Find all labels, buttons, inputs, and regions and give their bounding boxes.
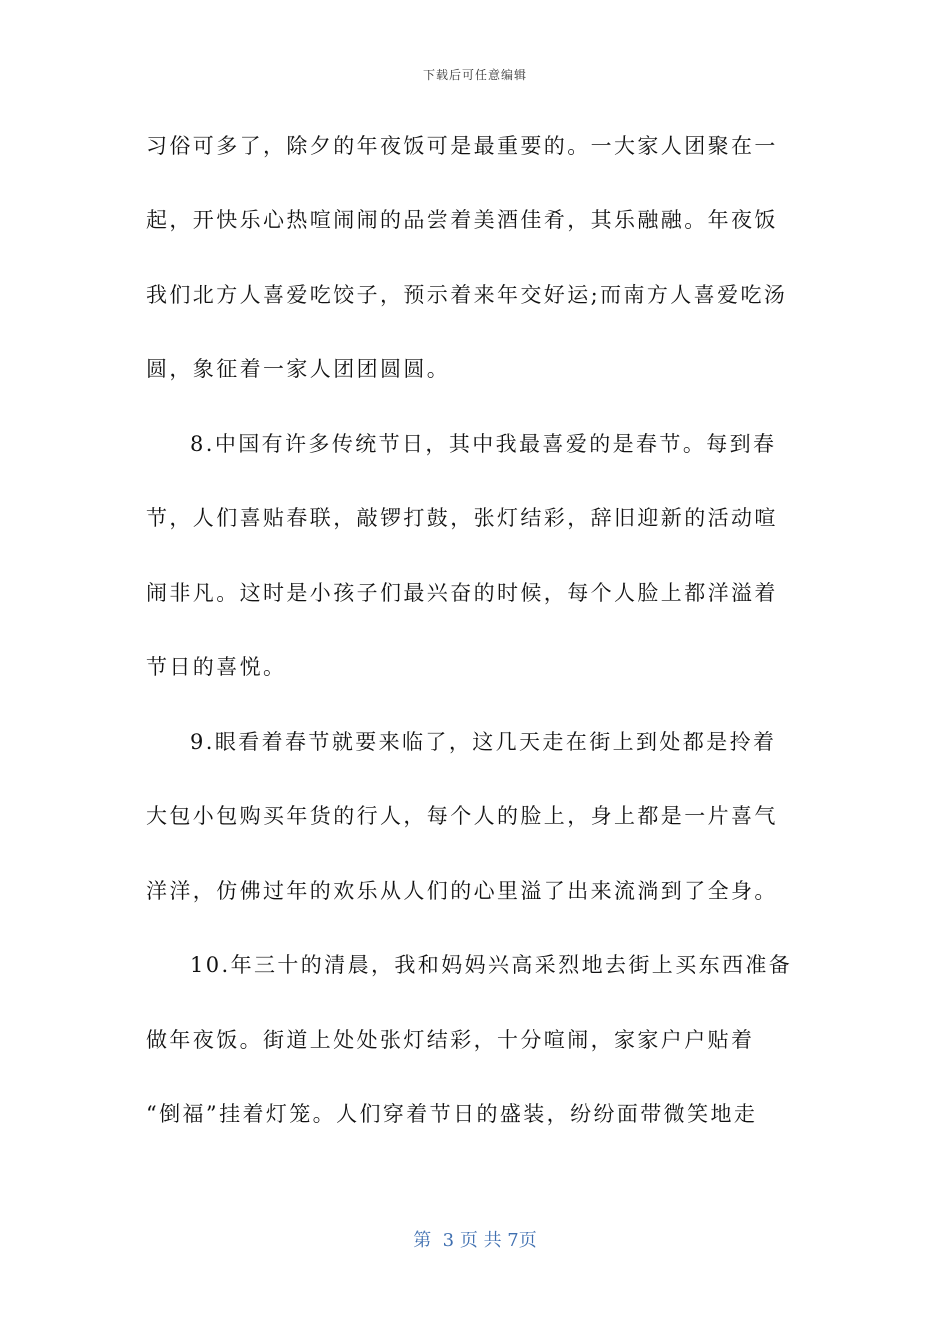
paragraph-line: 洋洋，仿佛过年的欢乐从人们的心里溢了出来流淌到了全身。 [146,879,778,903]
paragraph-line: 9.眼看着春节就要来临了，这几天走在街上到处都是拎着 [190,730,777,754]
page-header: 下载后可任意编辑 [422,68,527,82]
paragraph-line: 我们北方人喜爱吃饺子，预示着来年交好运;而南方人喜爱吃汤 [146,283,788,307]
paragraph-line: 大包小包购买年货的行人，每个人的脸上，身上都是一片喜气 [146,804,778,828]
paragraph-line: 10.年三十的清晨，我和妈妈兴高采烈地去街上买东西准备 [190,953,793,977]
page-footer: 第 3 页 共 7页 [413,1230,537,1251]
paragraph-line: 起，开快乐心热喧闹闹的品尝着美酒佳肴，其乐融融。年夜饭 [146,208,778,232]
paragraph-line: 圆，象征着一家人团团圆圆。 [146,357,451,381]
paragraph-line: 节日的喜悦。 [146,655,287,679]
paragraph-line: 8.中国有许多传统节日，其中我最喜爱的是春节。每到春 [190,432,777,456]
paragraph-line: 节，人们喜贴春联，敲锣打鼓，张灯结彩，辞旧迎新的活动喧 [146,506,778,530]
paragraph-line: 做年夜饭。街道上处处张灯结彩，十分喧闹，家家户户贴着 [146,1028,755,1052]
paragraph-line: 闹非凡。这时是小孩子们最兴奋的时候，每个人脸上都洋溢着 [146,581,778,605]
paragraph-line: 习俗可多了，除夕的年夜饭可是最重要的。一大家人团聚在一 [146,134,778,158]
paragraph-line: “倒福”挂着灯笼。人们穿着节日的盛装，纷纷面带微笑地走 [146,1102,758,1126]
